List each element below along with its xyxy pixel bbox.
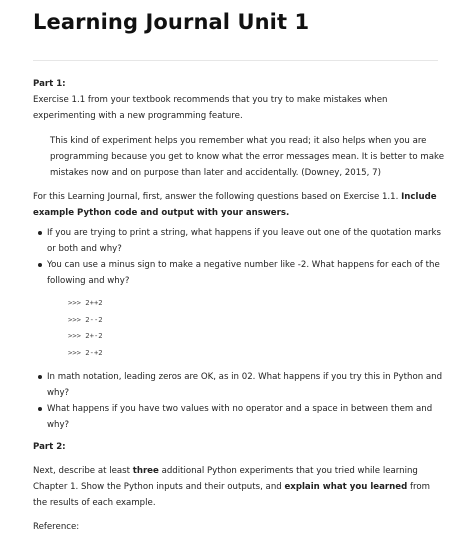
title-divider: [33, 60, 438, 61]
part2-text-2: additional Python experiments that you tried while learning Chapter 1. Show the Python inputs and their outputs, and: [33, 466, 418, 492]
list-item: In math notation, leading zeros are OK, as in 02. What happens if you try this in Python and why?: [47, 369, 445, 401]
instruction-bold-text: Include example Python code and output with your answers.: [33, 192, 437, 218]
document-body: [33, 76, 445, 535]
part1-heading: Part 1:: [33, 79, 66, 89]
page-title: Learning Journal Unit 1: [33, 10, 310, 34]
part2-text-3: from the results of each example.: [33, 482, 430, 508]
list-item: If you are trying to print a string, what happens if you leave out one of the quotation marks or both and why?: [47, 225, 445, 257]
part1-intro: Exercise 1.1 from your textbook recommends that you try to make mistakes when experimenting with a new programming feature.: [33, 95, 388, 121]
code-examples: [68, 295, 445, 361]
code-line: >>> 2++2: [68, 298, 103, 307]
question-list-a: [33, 225, 445, 289]
part2-description: [33, 463, 445, 511]
list-item: You can use a minus sign to make a negative number like -2. What happens for each of the following and why?: [47, 257, 445, 289]
code-line: >>> 2-+2: [68, 347, 103, 357]
part2-heading: Part 2:: [33, 442, 66, 452]
reference-label: Reference:: [33, 522, 80, 532]
code-line: >>> 2--2: [68, 314, 103, 324]
part1-quote: This kind of experiment helps you remember what you read; it also helps when you are programming because you get to know what the error messages mean. It is better to make mistakes now and on purpose than later and accidentally. (Downey, 2015, 7): [50, 136, 445, 178]
part1-instruction: [33, 189, 445, 221]
instruction-text: For this Learning Journal, first, answer the following questions based on Exercise 1.1.: [33, 192, 402, 202]
list-item: What happens if you have two values with no operator and a space in between them and why?: [47, 401, 445, 433]
code-line: >>> 2+-2: [68, 331, 103, 340]
part2-text-1: Next, describe at least: [33, 466, 133, 476]
part2-bold-2: explain what you learned: [284, 482, 408, 492]
question-list-b: [33, 369, 445, 433]
part2-bold-1: three: [132, 466, 159, 476]
